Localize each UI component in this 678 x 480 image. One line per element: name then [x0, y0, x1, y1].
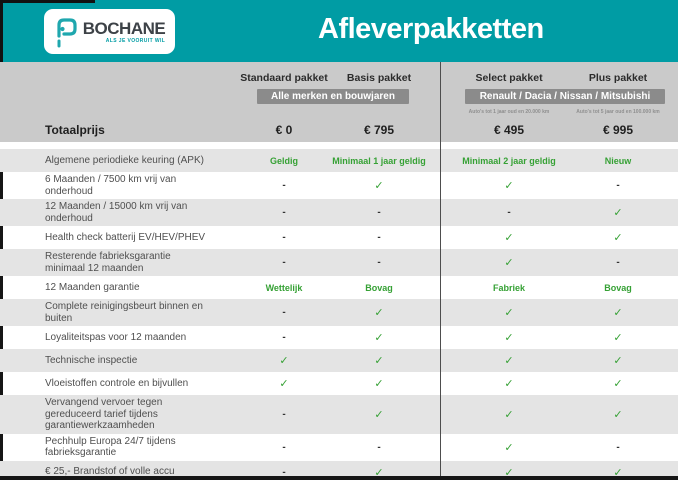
check-icon: ✓ [613, 331, 623, 344]
total-price-label: Totaalprijs [45, 123, 105, 137]
bochane-logo [44, 9, 175, 54]
dash-value: - [282, 466, 286, 478]
table-row [0, 461, 678, 480]
dash-value: - [377, 441, 381, 453]
price-basis: € 795 [363, 123, 395, 137]
check-icon: ✓ [504, 331, 514, 344]
row-label: € 25,- Brandstof of volle accu [45, 466, 175, 478]
group-badges-row [0, 88, 678, 105]
dash-value: - [282, 332, 286, 343]
dash-value: - [282, 257, 286, 268]
table-row [0, 395, 678, 434]
group-divider-line [440, 62, 441, 476]
dash-value: - [282, 207, 286, 218]
check-icon: ✓ [613, 377, 623, 390]
page-title: Afleverpakketten [318, 13, 544, 45]
column-header-select: Select pakket [475, 71, 543, 84]
cell-text-value: Fabriek [492, 282, 525, 293]
check-icon: ✓ [504, 440, 514, 454]
check-icon: ✓ [504, 407, 514, 421]
check-icon: ✓ [613, 354, 623, 367]
dash-value: - [282, 232, 286, 243]
column-header-plus: Plus pakket [588, 71, 648, 84]
table-row [0, 434, 678, 461]
header-bar [0, 0, 678, 62]
table-row [0, 276, 678, 299]
row-label: Pechhulp Europa 24/7 tijdens fabrieksgarantie [45, 435, 176, 458]
table-row [0, 149, 678, 172]
table-row [0, 172, 678, 199]
logo-text [83, 20, 165, 44]
check-icon: ✓ [279, 377, 289, 390]
table-row [0, 299, 678, 326]
row-label: Resterende fabrieksgarantie minimaal 12 maanden [45, 251, 171, 274]
dash-value: - [377, 232, 381, 243]
check-icon: ✓ [504, 179, 514, 192]
feature-rows [0, 149, 678, 480]
dash-value: - [282, 441, 286, 453]
check-icon: ✓ [374, 354, 384, 367]
row-label: Vloeistoffen controle en bijvullen [45, 377, 189, 389]
bochane-logo-icon [54, 17, 78, 49]
logo-brand: BOCHANE [82, 18, 166, 38]
row-label: Technische inspectie [45, 354, 138, 366]
corner-notch [0, 0, 95, 3]
row-label: Vervangend vervoer tegen gereduceerd tarief tijdens garantiewerkzaamheden [45, 397, 163, 431]
check-icon: ✓ [504, 354, 514, 367]
dash-value: - [377, 257, 381, 268]
cell-text-value: Geldig [269, 155, 298, 166]
check-icon: ✓ [504, 465, 514, 479]
group-badge-all-brands: Alle merken en bouwjaren [257, 89, 409, 104]
row-label: Loyaliteitspas voor 12 maanden [45, 331, 187, 343]
cell-text-value: Bovag [604, 282, 632, 293]
column-header-standaard: Standaard pakket [240, 71, 328, 84]
check-icon: ✓ [504, 377, 514, 390]
cell-text-value: Minimaal 1 jaar geldig [332, 155, 426, 166]
cell-text-value: Minimaal 2 jaar geldig [462, 155, 556, 166]
cell-text-value: Nieuw [604, 155, 632, 166]
check-icon: ✓ [613, 231, 623, 244]
row-label: 12 Maanden garantie [45, 281, 140, 293]
dash-value: - [507, 207, 511, 218]
column-names-row [0, 67, 678, 88]
check-icon: ✓ [613, 465, 623, 479]
column-header-basis: Basis pakket [346, 71, 412, 84]
price-select: € 495 [493, 123, 525, 137]
table-row [0, 372, 678, 395]
row-label: Complete reinigingsbeurt binnen en buiten [45, 301, 203, 324]
check-icon: ✓ [374, 179, 384, 192]
table-row [0, 226, 678, 249]
total-price-row [0, 118, 678, 142]
check-icon: ✓ [279, 354, 289, 367]
check-icon: ✓ [613, 206, 623, 219]
price-standaard: € 0 [275, 123, 293, 137]
cell-text-value: Bovag [365, 282, 393, 293]
check-icon: ✓ [374, 331, 384, 344]
row-label: Health check batterij EV/HEV/PHEV [45, 231, 206, 243]
price-plus: € 995 [602, 123, 634, 137]
dash-value: - [616, 257, 620, 268]
table-row [0, 326, 678, 349]
check-icon: ✓ [374, 407, 384, 421]
row-label: 6 Maanden / 7500 km vrij van onderhoud [45, 174, 177, 197]
table-row [0, 249, 678, 276]
logo-tagline: ALS JE VOORUIT WIL [105, 37, 166, 44]
row-label: Algemene periodieke keuring (APK) [45, 154, 204, 166]
dash-value: - [377, 207, 381, 218]
check-icon: ✓ [374, 377, 384, 390]
dash-value: - [282, 408, 286, 420]
group-badge-renault-group: Renault / Dacia / Nissan / Mitsubishi [465, 89, 665, 104]
dash-value: - [282, 180, 286, 191]
check-icon: ✓ [504, 306, 514, 319]
check-icon: ✓ [374, 306, 384, 319]
dash-value: - [282, 307, 286, 318]
check-icon: ✓ [613, 306, 623, 319]
table-header-band [0, 62, 678, 142]
check-icon: ✓ [613, 407, 623, 421]
check-icon: ✓ [504, 256, 514, 269]
table-row [0, 349, 678, 372]
check-icon: ✓ [374, 465, 384, 479]
table-row [0, 199, 678, 226]
dash-value: - [616, 180, 620, 191]
cell-text-value: Wettelijk [265, 282, 303, 293]
row-label: 12 Maanden / 15000 km vrij van onderhoud [45, 201, 188, 224]
column-note-plus: Auto's tot 5 jaar oud en 100.000 km [576, 108, 660, 115]
column-notes-row [0, 105, 678, 118]
column-note-select: Auto's tot 1 jaar oud en 20.000 km [468, 108, 550, 115]
dash-value: - [616, 441, 620, 453]
check-icon: ✓ [504, 231, 514, 244]
